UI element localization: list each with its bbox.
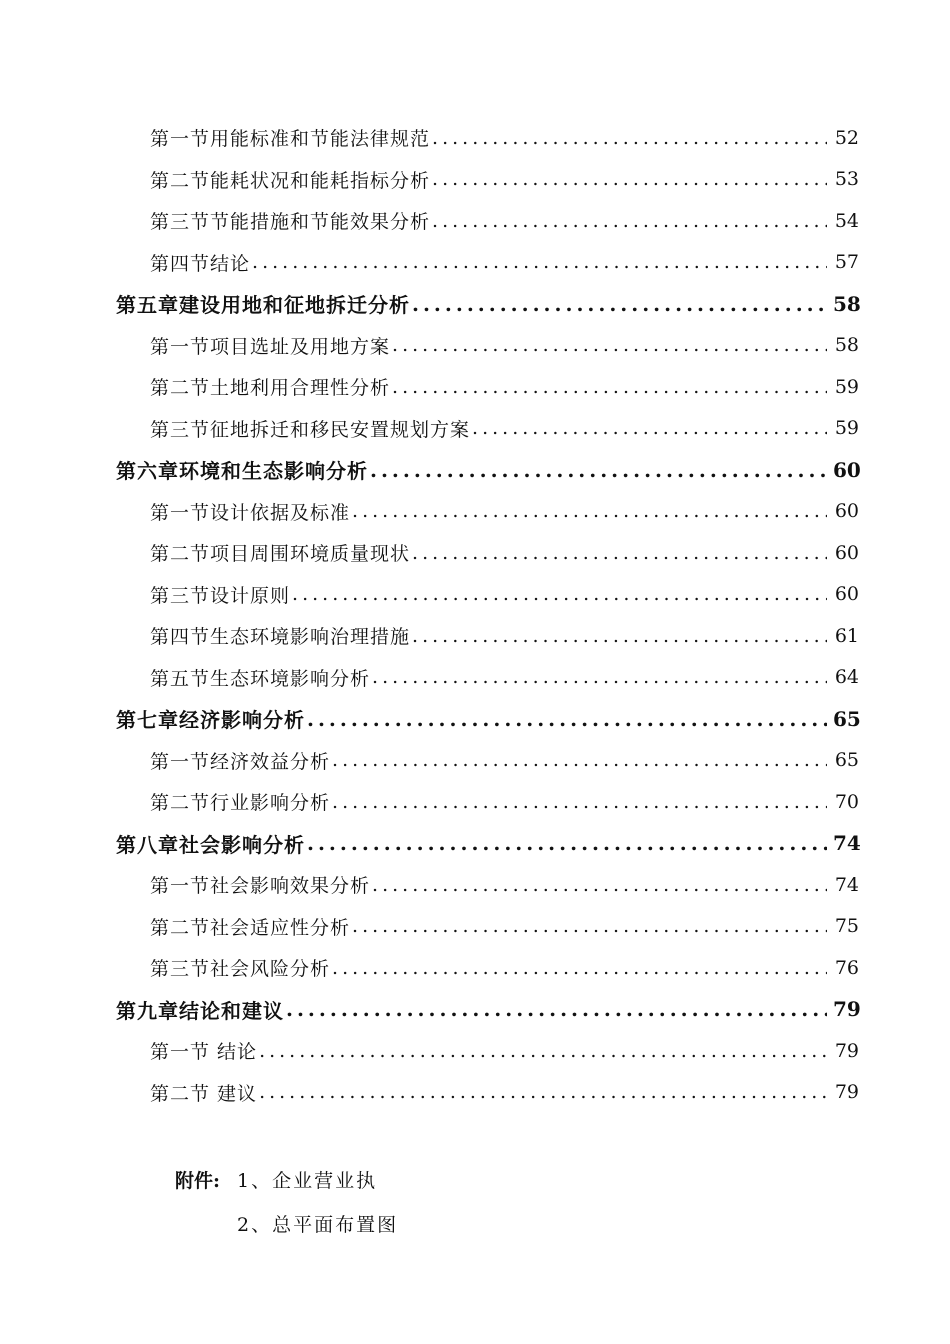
toc-chapter-entry bbox=[0, 449, 950, 491]
toc-entry-number: 第三节 bbox=[150, 958, 211, 981]
appendix bbox=[175, 1157, 398, 1245]
toc-section-entry bbox=[0, 1072, 950, 1114]
toc-dot-leader bbox=[259, 1040, 827, 1062]
toc-entry-number: 第一节 bbox=[150, 875, 211, 898]
toc-entry-number: 第六章 bbox=[116, 459, 179, 484]
toc-dot-leader bbox=[392, 334, 827, 356]
toc-entry-title: 行业影响分析 bbox=[210, 792, 331, 815]
toc-entry-title: 经济效益分析 bbox=[210, 750, 331, 773]
toc-page-number: 70 bbox=[834, 790, 859, 813]
toc-section-entry bbox=[0, 325, 950, 367]
toc-entry-number: 第一节 bbox=[150, 1041, 211, 1064]
toc-chapter-entry bbox=[0, 823, 950, 865]
toc-section-entry bbox=[0, 574, 950, 616]
table-of-contents bbox=[0, 117, 950, 1113]
toc-page-number: 65 bbox=[834, 749, 859, 772]
toc-section-entry bbox=[0, 947, 950, 989]
toc-entry-title: 建设用地和征地拆迁分析 bbox=[179, 293, 410, 318]
toc-section-entry bbox=[0, 864, 950, 906]
toc-entry-title: 项目周围环境质量现状 bbox=[210, 543, 411, 566]
appendix-item: 2、总平面布置图 bbox=[237, 1213, 399, 1236]
toc-chapter-entry bbox=[0, 698, 950, 740]
toc-section-entry bbox=[0, 242, 950, 284]
toc-dot-leader bbox=[332, 749, 827, 771]
toc-page-number: 59 bbox=[834, 375, 859, 398]
toc-dot-leader bbox=[432, 127, 827, 149]
toc-page-number: 58 bbox=[834, 334, 859, 357]
toc-section-entry bbox=[0, 408, 950, 450]
toc-section-entry bbox=[0, 532, 950, 574]
toc-dot-leader bbox=[259, 1081, 827, 1103]
toc-entry-title: 社会适应性分析 bbox=[210, 916, 351, 939]
toc-section-entry bbox=[0, 781, 950, 823]
toc-entry-number: 第二节 bbox=[150, 1082, 211, 1105]
appendix-row bbox=[175, 1157, 398, 1201]
toc-entry-title: 用能标准和节能法律规范 bbox=[210, 128, 431, 151]
toc-entry-title: 社会影响效果分析 bbox=[210, 875, 371, 898]
toc-entry-number: 第四节 bbox=[150, 252, 211, 275]
toc-dot-leader bbox=[307, 831, 827, 855]
toc-chapter-entry bbox=[0, 989, 950, 1031]
toc-section-entry bbox=[0, 366, 950, 408]
toc-entry-number: 第一节 bbox=[150, 128, 211, 151]
toc-entry-number: 第二节 bbox=[150, 377, 211, 400]
toc-page-number: 64 bbox=[834, 666, 859, 689]
toc-page-number: 53 bbox=[834, 168, 859, 191]
toc-entry-number: 第一节 bbox=[150, 335, 211, 358]
toc-entry-title: 节能措施和节能效果分析 bbox=[210, 211, 431, 234]
toc-entry-title: 征地拆迁和移民安置规划方案 bbox=[210, 418, 471, 441]
toc-dot-leader bbox=[307, 707, 827, 731]
toc-page-number: 61 bbox=[834, 624, 859, 647]
toc-dot-leader bbox=[372, 874, 827, 896]
toc-entry-number: 第二节 bbox=[150, 169, 211, 192]
toc-entry-title: 建议 bbox=[210, 1082, 258, 1105]
toc-page-number: 59 bbox=[834, 417, 859, 440]
toc-entry-number: 第四节 bbox=[150, 626, 211, 649]
toc-section-entry bbox=[0, 491, 950, 533]
toc-entry-number: 第五节 bbox=[150, 667, 211, 690]
toc-dot-leader bbox=[292, 583, 827, 605]
toc-section-entry bbox=[0, 117, 950, 159]
toc-page-number: 65 bbox=[833, 706, 861, 731]
toc-section-entry bbox=[0, 200, 950, 242]
toc-page-number: 54 bbox=[834, 209, 859, 232]
toc-page-number: 79 bbox=[833, 997, 861, 1022]
toc-page-number: 57 bbox=[834, 251, 859, 274]
toc-entry-number: 第二节 bbox=[150, 543, 211, 566]
toc-entry-title: 结论和建议 bbox=[179, 998, 284, 1023]
toc-dot-leader bbox=[352, 500, 827, 522]
toc-dot-leader bbox=[332, 791, 827, 813]
toc-section-entry bbox=[0, 906, 950, 948]
toc-dot-leader bbox=[432, 210, 827, 232]
toc-entry-number: 第二节 bbox=[150, 916, 211, 939]
toc-entry-number: 第二节 bbox=[150, 792, 211, 815]
toc-page-number: 74 bbox=[833, 831, 861, 856]
toc-entry-title: 能耗状况和能耗指标分析 bbox=[210, 169, 431, 192]
toc-entry-number: 第一节 bbox=[150, 501, 211, 524]
toc-entry-title: 生态环境影响分析 bbox=[210, 667, 371, 690]
toc-entry-number: 第八章 bbox=[116, 832, 179, 857]
toc-page-number: 60 bbox=[834, 500, 859, 523]
toc-entry-number: 第三节 bbox=[150, 418, 211, 441]
toc-entry-title: 土地利用合理性分析 bbox=[210, 377, 391, 400]
toc-entry-number: 第九章 bbox=[116, 998, 179, 1023]
toc-page-number: 58 bbox=[833, 291, 861, 316]
toc-dot-leader bbox=[372, 666, 827, 688]
toc-page-number: 60 bbox=[834, 541, 859, 564]
toc-chapter-entry bbox=[0, 283, 950, 325]
toc-entry-number: 第三节 bbox=[150, 211, 211, 234]
toc-dot-leader bbox=[432, 168, 827, 190]
toc-entry-number: 第五章 bbox=[116, 293, 179, 318]
toc-dot-leader bbox=[286, 997, 827, 1021]
toc-entry-number: 第三节 bbox=[150, 584, 211, 607]
toc-section-entry bbox=[0, 615, 950, 657]
toc-entry-title: 经济影响分析 bbox=[179, 708, 305, 733]
toc-page-number: 79 bbox=[834, 1081, 859, 1104]
toc-entry-number: 第七章 bbox=[116, 708, 179, 733]
toc-entry-title: 生态环境影响治理措施 bbox=[210, 626, 411, 649]
appendix-item: 1、企业营业执 bbox=[237, 1169, 378, 1192]
appendix-label: 附件: bbox=[175, 1169, 221, 1192]
toc-section-entry bbox=[0, 740, 950, 782]
toc-dot-leader bbox=[352, 915, 827, 937]
toc-entry-title: 社会影响分析 bbox=[179, 832, 305, 857]
toc-dot-leader bbox=[412, 542, 827, 564]
toc-entry-title: 社会风险分析 bbox=[210, 958, 331, 981]
toc-section-entry bbox=[0, 159, 950, 201]
toc-entry-title: 设计原则 bbox=[210, 584, 291, 607]
toc-page-number: 75 bbox=[834, 915, 859, 938]
toc-entry-title: 结论 bbox=[210, 252, 251, 275]
toc-section-entry bbox=[0, 657, 950, 699]
toc-section-entry bbox=[0, 1030, 950, 1072]
toc-page-number: 60 bbox=[833, 457, 861, 482]
appendix-row bbox=[175, 1201, 398, 1245]
toc-dot-leader bbox=[392, 376, 827, 398]
toc-entry-title: 设计依据及标准 bbox=[210, 501, 351, 524]
toc-dot-leader bbox=[332, 957, 827, 979]
toc-dot-leader bbox=[412, 625, 827, 647]
toc-dot-leader bbox=[412, 292, 827, 316]
toc-page-number: 60 bbox=[834, 583, 859, 606]
toc-dot-leader bbox=[370, 458, 827, 482]
toc-entry-title: 环境和生态影响分析 bbox=[179, 459, 368, 484]
toc-entry-title: 项目选址及用地方案 bbox=[210, 335, 391, 358]
toc-dot-leader bbox=[472, 417, 827, 439]
toc-dot-leader bbox=[252, 251, 827, 273]
toc-entry-title: 结论 bbox=[210, 1041, 258, 1064]
toc-page-number: 79 bbox=[834, 1039, 859, 1062]
toc-entry-number: 第一节 bbox=[150, 750, 211, 773]
toc-page-number: 76 bbox=[834, 956, 859, 979]
toc-page-number: 52 bbox=[834, 126, 859, 149]
toc-page-number: 74 bbox=[834, 873, 859, 896]
